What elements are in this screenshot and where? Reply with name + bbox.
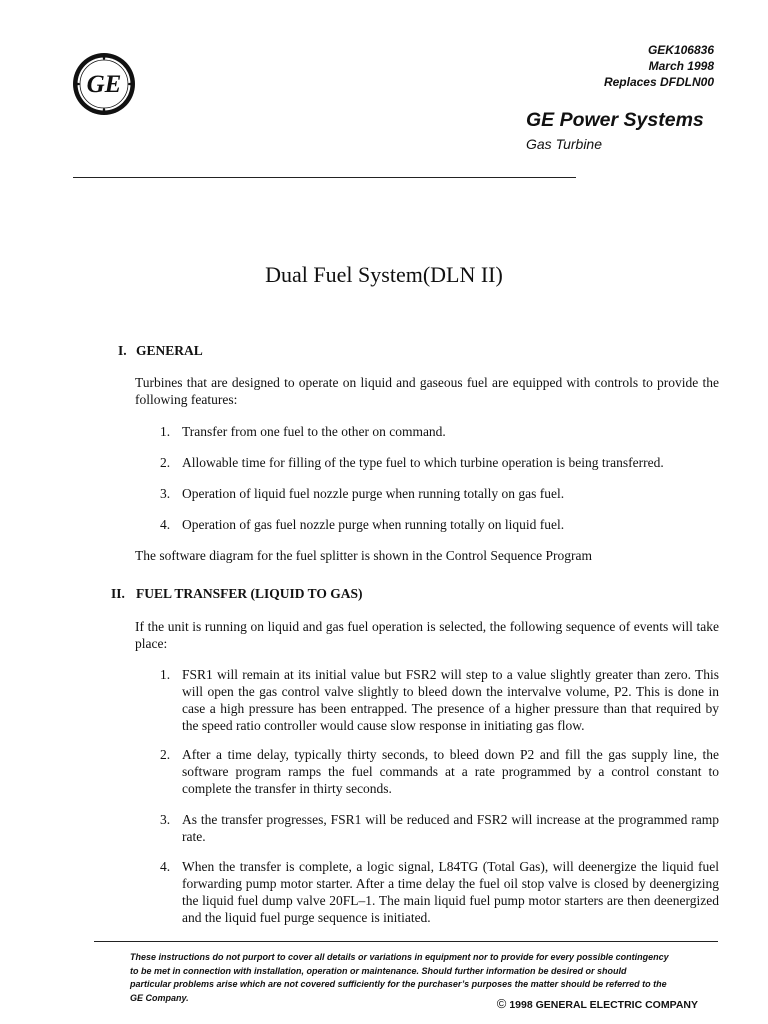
document-title: Dual Fuel System(DLN II) bbox=[265, 262, 503, 287]
list-item-number: 3. bbox=[160, 812, 171, 827]
company-division: Gas Turbine bbox=[526, 136, 602, 152]
copyright-symbol: © bbox=[496, 996, 507, 1011]
doc-date: March 1998 bbox=[648, 59, 714, 73]
section-title: GENERAL bbox=[136, 343, 203, 358]
list-item-number: 2. bbox=[160, 455, 171, 470]
list-item-text: Operation of gas fuel nozzle purge when running totally on liquid fuel. bbox=[182, 517, 565, 532]
footer-disclaimer: These instructions do not purport to cover all details or variations in equipment nor to provide for every possible contingency to be met in connection with installation, operation or maintenance. Should further information be desired or should particular problems arise which are not covered sufficiently for the purchaser’s purposes the matter should be referred to the GE Company. bbox=[130, 952, 669, 1003]
list-item-text: Allowable time for filling of the type fuel to which turbine operation is being transferred. bbox=[182, 455, 664, 470]
copyright-text: 1998 GENERAL ELECTRIC COMPANY bbox=[509, 999, 698, 1011]
ge-logo bbox=[72, 52, 136, 116]
list-item-number: 4. bbox=[160, 517, 171, 532]
section-intro: Turbines that are designed to operate on liquid and gaseous fuel are equipped with controls to provide the following features: bbox=[135, 375, 719, 407]
list-item-text: Operation of liquid fuel nozzle purge when running totally on gas fuel. bbox=[182, 486, 565, 501]
section-number: I. bbox=[118, 343, 127, 358]
doc-replaces: Replaces DFDLN00 bbox=[603, 75, 714, 89]
copyright-notice bbox=[497, 996, 698, 1011]
list-item-text: Transfer from one fuel to the other on command. bbox=[182, 424, 446, 439]
header-divider bbox=[73, 177, 576, 178]
document-meta bbox=[604, 42, 714, 90]
doc-number: GEK106836 bbox=[647, 43, 714, 57]
section-intro: If the unit is running on liquid and gas fuel operation is selected, the following sequence of events will take place: bbox=[135, 619, 719, 651]
list-item-text: When the transfer is complete, a logic signal, L84TG (Total Gas), will deenergize the liquid fuel forwarding pump motor starter. After a time delay the fuel oil stop valve is closed by deenergizing the liquid fuel dump valve 20FL–1. The main liquid fuel pump motor starters are then deenergized and the liquid fuel purge sequence is initiated. bbox=[182, 859, 719, 925]
list-item-number: 3. bbox=[160, 486, 171, 501]
list-item-number: 4. bbox=[160, 859, 171, 874]
list-item-number: 2. bbox=[160, 747, 171, 762]
list-item-text: As the transfer progresses, FSR1 will be reduced and FSR2 will increase at the programmed ramp rate. bbox=[182, 812, 719, 844]
section-number: II. bbox=[111, 586, 125, 601]
list-item-text: After a time delay, typically thirty seconds, to bleed down P2 and fill the gas supply line, the software program ramps the fuel commands at a rate programmed by a control constant to complete the transfer in thirty seconds. bbox=[182, 747, 719, 796]
list-item-number: 1. bbox=[160, 424, 171, 439]
list-item-text: FSR1 will remain at its initial value but FSR2 will step to a value slightly greater than zero. This will open the gas control valve slightly to bleed down the intervalve volume, P2. This is done in case a high pressure has been entrapped. The presence of a higher pressure than that required by the speed ratio controller would cause slow response in initiating gas flow. bbox=[182, 667, 719, 733]
section-closing: The software diagram for the fuel splitter is shown in the Control Sequence Program bbox=[135, 548, 593, 563]
list-item-number: 1. bbox=[160, 667, 171, 682]
footer-divider bbox=[94, 941, 718, 942]
company-name: GE Power Systems bbox=[526, 109, 704, 131]
ge-logo-lettering: GE bbox=[86, 71, 122, 98]
section-title: FUEL TRANSFER (LIQUID TO GAS) bbox=[136, 586, 363, 601]
